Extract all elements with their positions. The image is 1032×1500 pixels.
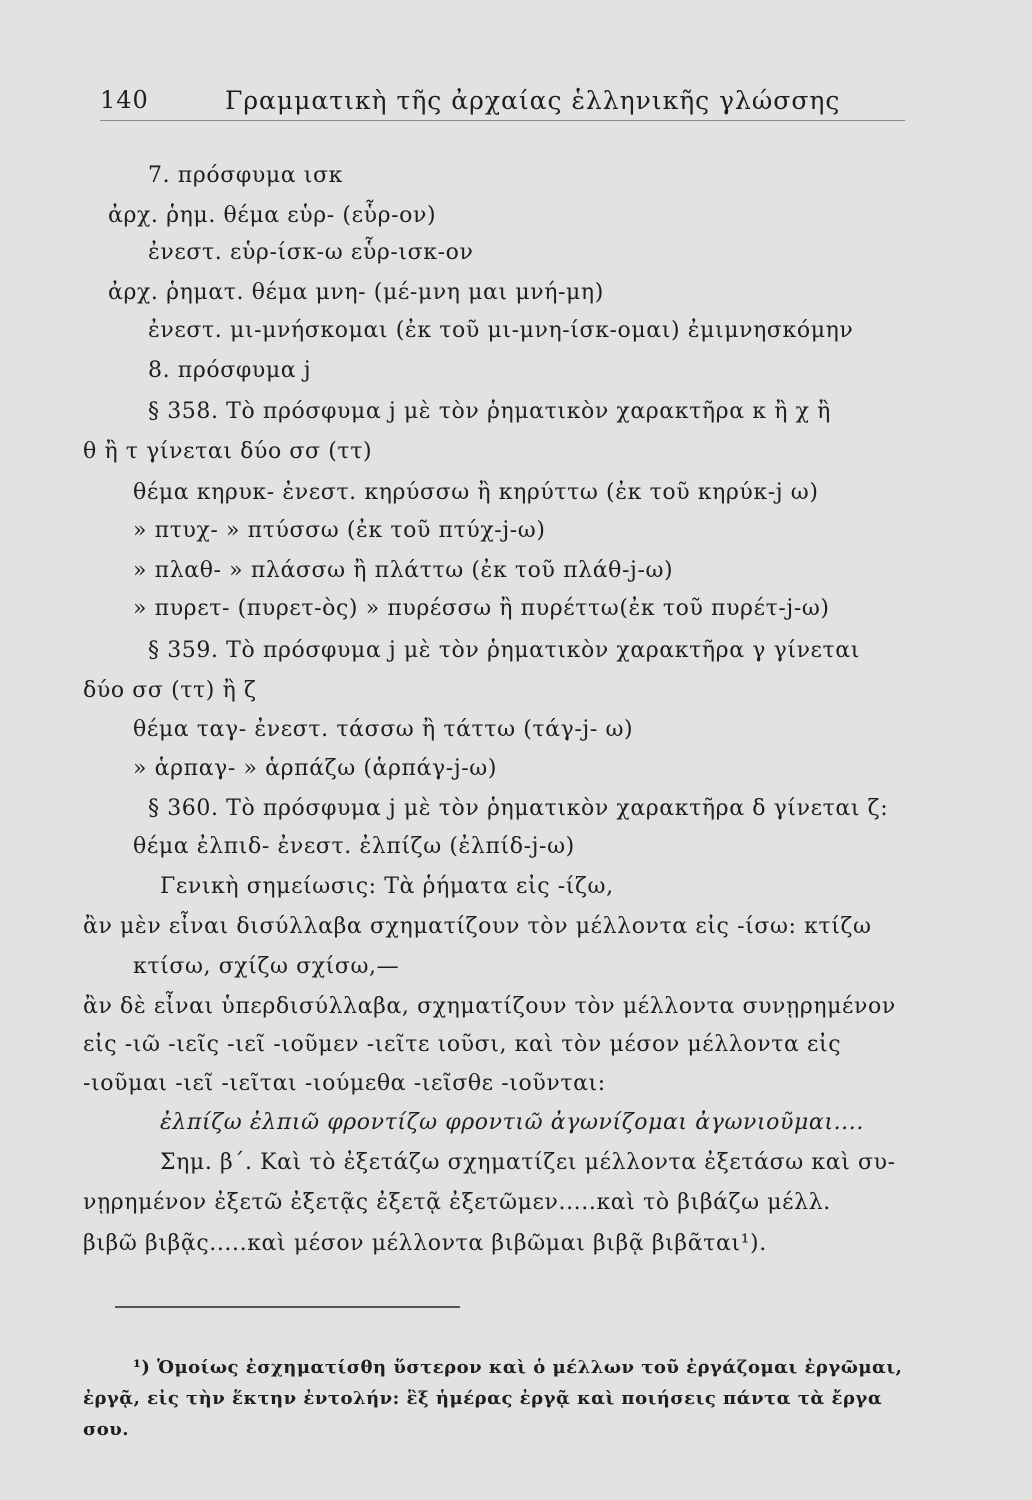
- paradigm-line: » πλαθ- » πλάσσω ἢ πλάττω (ἐκ τοῦ πλάθ-j-ω): [133, 558, 674, 583]
- body-line: 8. πρόσφυμα j: [148, 358, 312, 383]
- body-line: ἀρχ. ῥηματ. θέμα μνη- (μέ-μνη μαι μνή-μη): [108, 280, 604, 305]
- body-line: -ιοῦμαι -ιεῖ -ιεῖται -ιούμεθα -ιεῖσθε -ιοῦνται:: [83, 1071, 606, 1096]
- page-number: 140: [100, 86, 149, 114]
- section-359-heading: § 359. Τὸ πρόσφυμα j μὲ τὸν ῥηματικὸν χαρακτῆρα γ γίνεται: [148, 638, 860, 663]
- general-note-heading: Γενικὴ σημείωσις: Τὰ ῥήματα εἰς -ίζω,: [160, 874, 614, 899]
- body-line: εἰς -ιῶ -ιεῖς -ιεῖ -ιοῦμεν -ιεῖτε ιοῦσι, καὶ τὸν μέσον μέλλοντα εἰς: [83, 1032, 842, 1057]
- body-line: ἂν μὲν εἶναι δισύλλαβα σχηματίζουν τὸν μέλλοντα εἰς -ίσω: κτίζω: [83, 914, 872, 939]
- example-line: ἐλπίζω ἐλπιῶ φροντίζω φροντιῶ ἀγωνίζομαι ἀγωνιοῦμαι....: [160, 1110, 864, 1135]
- footnote-line: σου.: [83, 1419, 130, 1440]
- body-line: κτίσω, σχίζω σχίσω,—: [133, 954, 400, 979]
- body-line: ἂν δὲ εἶναι ὑπερδισύλλαβα, σχηματίζουν τὸν μέλλοντα συνῃρημένον: [83, 994, 896, 1019]
- paradigm-line: θέμα κηρυκ- ἐνεστ. κηρύσσω ἢ κηρύττω (ἐκ τοῦ κηρύκ-j ω): [133, 480, 819, 505]
- body-line: 7. πρόσφυμα ισκ: [148, 163, 343, 188]
- paradigm-line: » πτυχ- » πτύσσω (ἐκ τοῦ πτύχ-j-ω): [133, 518, 546, 543]
- running-title: Γραμματικὴ τῆς ἀρχαίας ἑλληνικῆς γλώσσης: [225, 86, 841, 115]
- body-line: ἀρχ. ῥημ. θέμα εὑρ- (εὗρ-ον): [108, 203, 437, 228]
- footnote-rule: [115, 1306, 460, 1308]
- section-358-heading: § 358. Τὸ πρόσφυμα j μὲ τὸν ῥηματικὸν χαρακτῆρα κ ἢ χ ἢ: [148, 399, 831, 424]
- page-header: [100, 80, 910, 120]
- footnote-line: ¹) Ὁμοίως ἐσχηματίσθη ὕστερον καὶ ὁ μέλλων τοῦ ἐργάζομαι ἐργῶμαι,: [133, 1357, 903, 1378]
- paradigm-line: » ἁρπαγ- » ἁρπάζω (ἁρπάγ-j-ω): [133, 756, 497, 781]
- paradigm-line: θέμα ταγ- ἐνεστ. τάσσω ἢ τάττω (τάγ-j- ω): [133, 717, 634, 742]
- paradigm-line: θέμα ἐλπιδ- ἐνεστ. ἐλπίζω (ἐλπίδ-j-ω): [133, 834, 575, 859]
- remark-heading: Σημ. β΄. Καὶ τὸ ἐξετάζω σχηματίζει μέλλοντα ἐξετάσω καὶ συ-: [160, 1150, 896, 1175]
- body-line: δύο σσ (ττ) ἢ ζ: [83, 678, 257, 703]
- section-360-heading: § 360. Τὸ πρόσφυμα j μὲ τὸν ῥηματικὸν χαρακτῆρα δ γίνεται ζ:: [148, 796, 889, 821]
- body-line: ἐνεστ. μι-μνήσκομαι (ἐκ τοῦ μι-μνη-ίσκ-ομαι) ἐμιμνησκόμην: [148, 318, 854, 343]
- body-line: ἐνεστ. εὑρ-ίσκ-ω εὗρ-ισκ-ον: [148, 240, 474, 265]
- body-line: νῃρημένον ἐξετῶ ἐξετᾷς ἐξετᾷ ἐξετῶμεν.....καὶ τὸ βιβάζω μέλλ.: [83, 1190, 831, 1215]
- footnote-line: ἐργᾷ, εἰς τὴν ἕκτην ἐντολήν: ἓξ ἡμέρας ἐργᾷ καὶ ποιήσεις πάντα τὰ ἔργα: [83, 1388, 883, 1409]
- body-line: θ ἢ τ γίνεται δύο σσ (ττ): [83, 439, 373, 464]
- header-rule: [100, 120, 905, 121]
- body-line: βιβῶ βιβᾷς.....καὶ μέσον μέλλοντα βιβῶμαι βιβᾷ βιβᾶται¹).: [83, 1231, 767, 1256]
- paradigm-line: » πυρετ- (πυρετ-ὸς) » πυρέσσω ἢ πυρέττω(ἐκ τοῦ πυρέτ-j-ω): [133, 596, 830, 621]
